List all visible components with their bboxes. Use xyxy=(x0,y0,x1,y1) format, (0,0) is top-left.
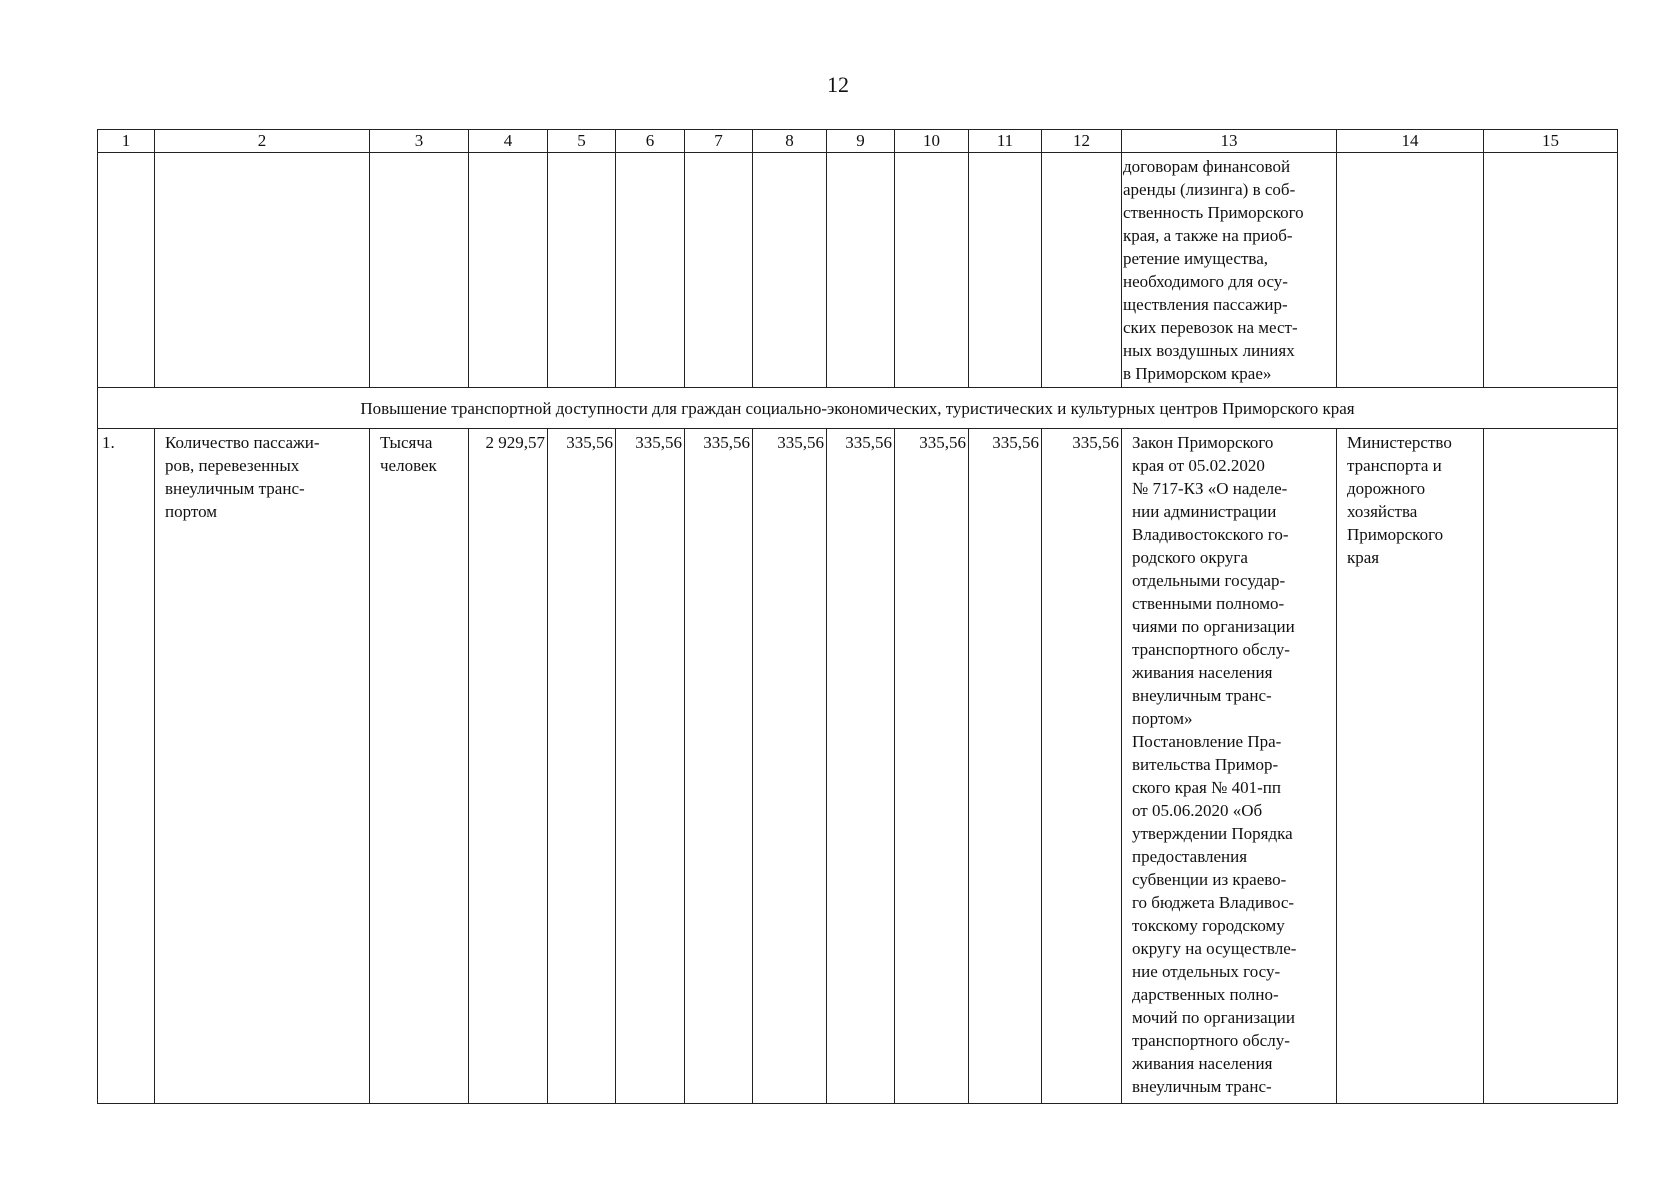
value-cell: 335,56 xyxy=(895,429,969,1104)
header-cell: 13 xyxy=(1122,130,1337,153)
unit-of-measure: Тысяча человек xyxy=(370,429,469,1104)
value-cell: 335,56 xyxy=(969,429,1042,1104)
responsible-body: Министерство транспорта и дорожного хозяйства Приморского края xyxy=(1337,429,1484,1104)
header-cell: 15 xyxy=(1484,130,1618,153)
table-cell xyxy=(685,153,753,388)
header-cell: 6 xyxy=(616,130,685,153)
continuation-row xyxy=(98,153,1618,388)
table-cell xyxy=(827,153,895,388)
table-cell xyxy=(969,153,1042,388)
table-cell xyxy=(1484,153,1618,388)
header-cell: 12 xyxy=(1042,130,1122,153)
header-cell: 10 xyxy=(895,130,969,153)
legal-basis-continuation: договорам финансовой аренды (лизинга) в соб- ственность Приморского края, а также на приоб- ретение имущества, необходимого для осу- ществления пассажир- ских перевозок на мест- ных воздушных линиях в Приморском крае» xyxy=(1122,153,1337,388)
value-cell: 335,56 xyxy=(827,429,895,1104)
header-cell: 7 xyxy=(685,130,753,153)
header-cell: 9 xyxy=(827,130,895,153)
value-cell: 335,56 xyxy=(753,429,827,1104)
header-cell: 11 xyxy=(969,130,1042,153)
header-cell: 5 xyxy=(548,130,616,153)
table-cell xyxy=(548,153,616,388)
indicator-name: Количество пассажи- ров, перевезенных внеуличным транс- портом xyxy=(155,429,370,1104)
table-cell xyxy=(1042,153,1122,388)
row-number: 1. xyxy=(98,429,155,1104)
header-cell: 3 xyxy=(370,130,469,153)
value-cell: 335,56 xyxy=(548,429,616,1104)
table-cell xyxy=(370,153,469,388)
header-row xyxy=(98,130,1618,153)
document-table xyxy=(97,129,1618,1104)
value-cell: 335,56 xyxy=(1042,429,1122,1104)
table-cell xyxy=(155,153,370,388)
header-cell: 8 xyxy=(753,130,827,153)
page-number: 12 xyxy=(827,72,849,97)
table-cell xyxy=(1337,153,1484,388)
table-cell xyxy=(616,153,685,388)
header-cell: 14 xyxy=(1337,130,1484,153)
table-cell xyxy=(98,153,155,388)
table-cell xyxy=(895,153,969,388)
section-title: Повышение транспортной доступности для граждан социально-экономических, туристических и культурных центров Приморского края xyxy=(98,388,1618,429)
legal-basis: Закон Приморского края от 05.02.2020 № 717-КЗ «О наделе- нии администрации Владивостокского го- родского округа отдельными государ- ственными полномо- чиями по организации транспортного обслу- живания населения внеуличным транс- портом» Постановление Пра- вительства Примор- ского края № 401-пп от 05.06.2020 «Об утверждении Порядка предоставления субвенции из краево- го бюджета Владивос- токскому городскому округу на осуществле- ние отдельных госу- дарственных полно- мочий по организации транспортного обслу- живания населения внеуличным транс- xyxy=(1122,429,1337,1104)
table-row xyxy=(98,429,1618,1104)
header-cell: 2 xyxy=(155,130,370,153)
table-cell xyxy=(469,153,548,388)
value-cell: 2 929,57 xyxy=(469,429,548,1104)
table-cell xyxy=(1484,429,1618,1104)
section-row xyxy=(98,388,1618,429)
header-cell: 4 xyxy=(469,130,548,153)
header-cell: 1 xyxy=(98,130,155,153)
value-cell: 335,56 xyxy=(685,429,753,1104)
table-cell xyxy=(753,153,827,388)
value-cell: 335,56 xyxy=(616,429,685,1104)
